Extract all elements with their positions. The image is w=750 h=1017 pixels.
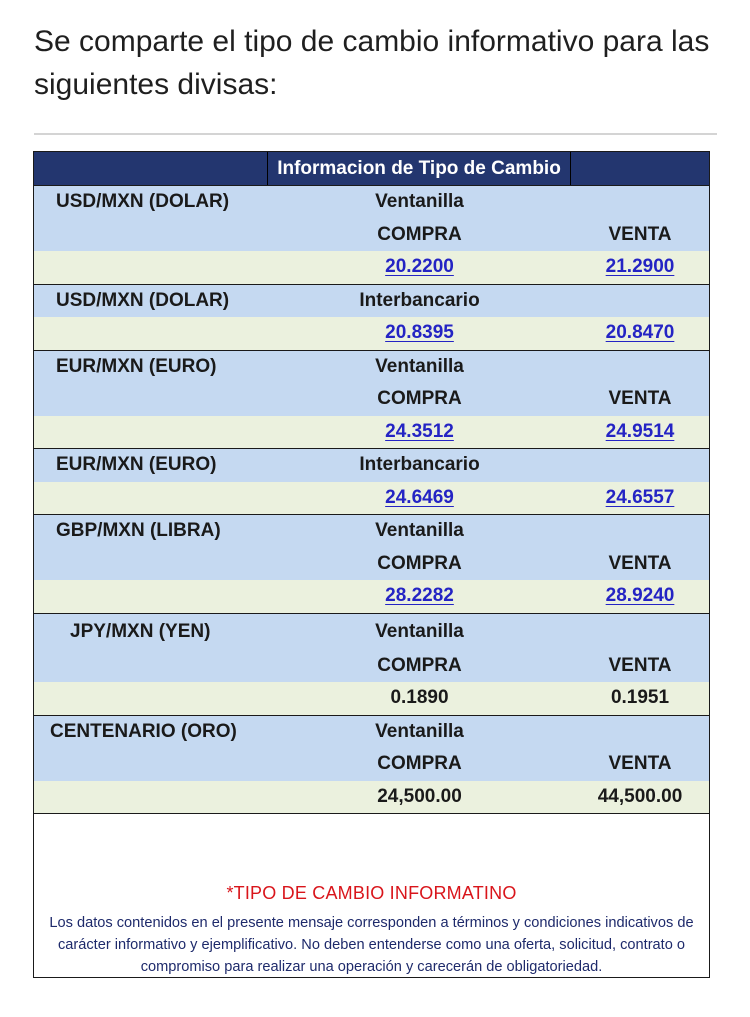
venta-value: 0.1951 xyxy=(610,687,670,709)
venta-value-link[interactable]: 21.2900 xyxy=(605,256,675,278)
rate-group-usd-interbancario xyxy=(34,285,709,351)
compra-value-link[interactable]: 20.2200 xyxy=(385,256,454,278)
currency-pair: USD/MXN (DOLAR) xyxy=(56,289,230,311)
rate-group-eur-interbancario xyxy=(34,449,709,515)
rate-mode: Ventanilla xyxy=(375,355,464,377)
venta-label: VENTA xyxy=(608,654,672,676)
exchange-rate-table xyxy=(33,151,710,978)
rate-group-jpy-ventanilla xyxy=(34,614,709,716)
disclaimer-box xyxy=(34,814,709,977)
rate-mode: Interbancario xyxy=(359,454,480,476)
compra-value-link[interactable]: 24.3512 xyxy=(385,420,454,442)
venta-value-link[interactable]: 24.9514 xyxy=(605,420,675,442)
currency-pair: CENTENARIO (ORO) xyxy=(50,720,237,742)
rate-mode: Ventanilla xyxy=(375,720,464,742)
venta-value-link[interactable]: 28.9240 xyxy=(605,585,675,607)
compra-label: COMPRA xyxy=(377,552,462,574)
venta-label: VENTA xyxy=(608,753,672,775)
rate-mode: Ventanilla xyxy=(375,620,464,642)
compra-value-link[interactable]: 24.6469 xyxy=(385,486,454,508)
divider xyxy=(34,133,717,135)
currency-pair: USD/MXN (DOLAR) xyxy=(56,191,230,213)
currency-pair: GBP/MXN (LIBRA) xyxy=(56,520,221,542)
intro-text: Se comparte el tipo de cambio informativo para las siguientes divisas: xyxy=(34,25,710,101)
compra-value-link[interactable]: 28.2282 xyxy=(385,585,454,607)
compra-label: COMPRA xyxy=(377,654,462,676)
compra-label: COMPRA xyxy=(377,223,462,245)
venta-label: VENTA xyxy=(608,223,672,245)
table-header xyxy=(34,152,709,186)
currency-pair: JPY/MXN (YEN) xyxy=(70,620,211,642)
compra-value: 0.1890 xyxy=(390,687,449,709)
rate-group-gbp-ventanilla xyxy=(34,515,709,614)
compra-label: COMPRA xyxy=(377,753,462,775)
disclaimer-title: *TIPO DE CAMBIO INFORMATINO xyxy=(226,883,517,903)
venta-label: VENTA xyxy=(608,552,672,574)
disclaimer-text: Los datos contenidos en el presente mensaje corresponden a términos y condiciones indicativos de carácter informativo y ejemplificativo. No deben entenderse como una oferta, solicitud, contrato o compromiso para realizar una operación y carecerán de obligatoriedad. xyxy=(49,915,694,975)
table-title: Informacion de Tipo de Cambio xyxy=(268,152,571,185)
venta-value: 44,500.00 xyxy=(597,785,683,807)
venta-label: VENTA xyxy=(608,388,672,410)
compra-label: COMPRA xyxy=(377,388,462,410)
venta-value-link[interactable]: 20.8470 xyxy=(605,322,675,344)
rate-group-usd-ventanilla xyxy=(34,186,709,285)
rate-mode: Ventanilla xyxy=(375,520,464,542)
rate-mode: Ventanilla xyxy=(375,191,464,213)
rate-group-eur-ventanilla xyxy=(34,351,709,450)
compra-value-link[interactable]: 20.8395 xyxy=(385,322,454,344)
venta-value-link[interactable]: 24.6557 xyxy=(605,486,675,508)
rate-mode: Interbancario xyxy=(359,289,480,311)
currency-pair: EUR/MXN (EURO) xyxy=(56,454,217,476)
compra-value: 24,500.00 xyxy=(377,785,462,807)
currency-pair: EUR/MXN (EURO) xyxy=(56,355,217,377)
rate-group-centenario-ventanilla xyxy=(34,716,709,815)
